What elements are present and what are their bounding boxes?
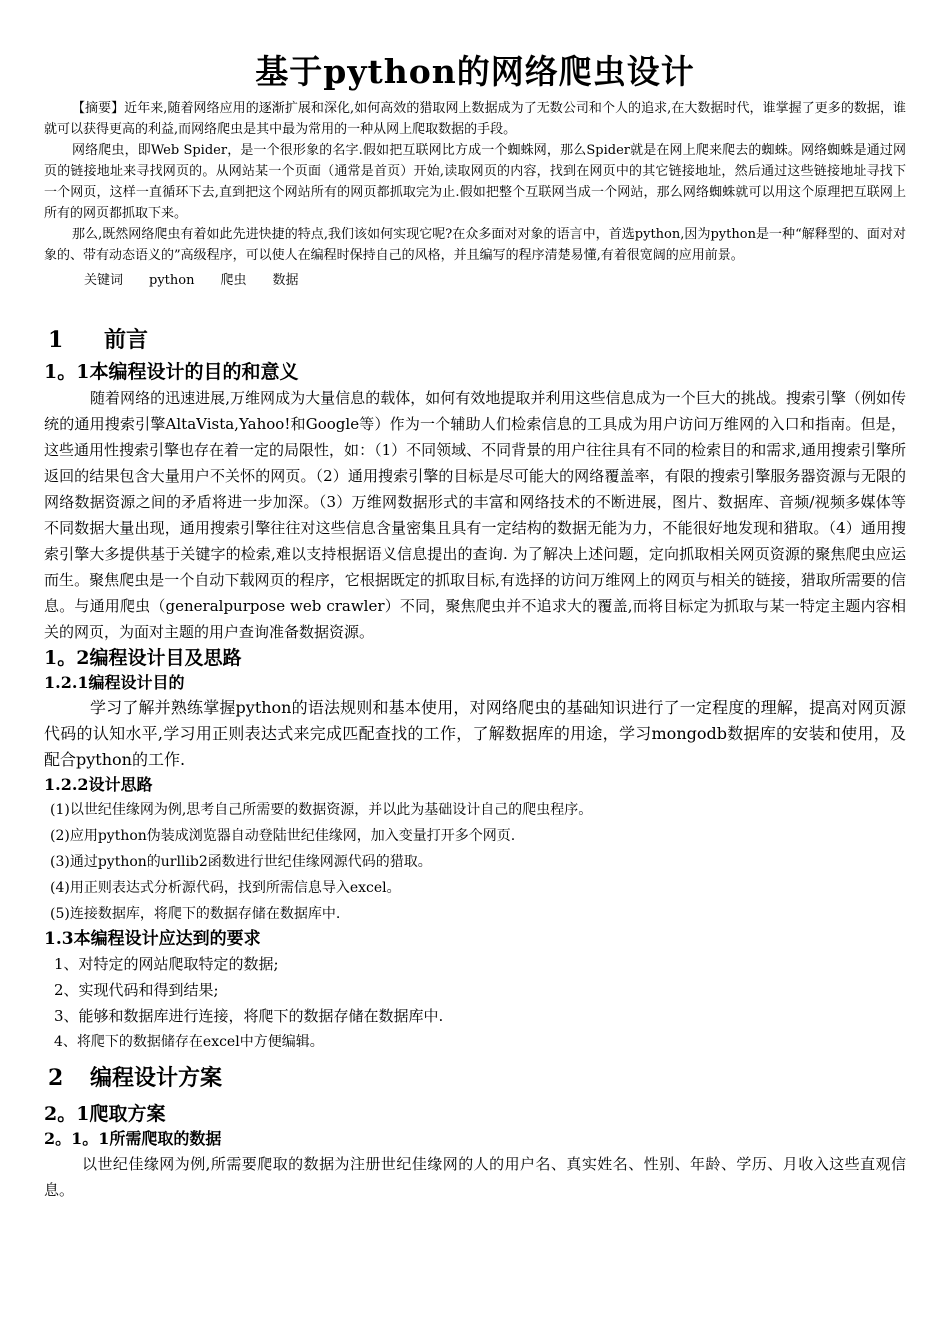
requirement-1: 1、对特定的网站爬取特定的数据; — [54, 955, 279, 973]
section-title: 编程设计方案 — [90, 1065, 223, 1091]
section-title: 前言 — [104, 327, 149, 353]
design-step-3: (3)通过python的urllib2函数进行世纪佳缘网源代码的猎取。 — [50, 854, 432, 870]
abstract-label: 【摘要】 — [72, 101, 125, 116]
design-step-1: (1)以世纪佳缘网为例,思考自己所需要的数据资源，并以此为基础设计自己的爬虫程序。 — [50, 802, 593, 818]
section-number: 1 — [48, 327, 64, 353]
requirement-4: 4、将爬下的数据储存在excel中方便编辑。 — [54, 1034, 324, 1050]
section-1-heading — [44, 325, 906, 355]
paper-title: 基于python的网络爬虫设计 — [255, 52, 695, 91]
subsection-2-1-1-body: 以世纪佳缘网为例,所需要爬取的数据为注册世纪佳缘网的人的用户名、真实姓名、性别、年龄、学历、月收入这些直观信息。 — [44, 1155, 906, 1199]
subsection-2-1-1-heading: 2。1。1所需爬取的数据 — [44, 1129, 222, 1148]
design-step-2: (2)应用python伪装成浏览器自动登陆世纪佳缘网，加入变量打开多个网页. — [50, 828, 516, 844]
subsection-1-2-1-heading: 1.2.1编程设计目的 — [44, 673, 185, 692]
abstract-paragraph-3: 那么,既然网络爬虫有着如此先进快捷的特点,我们该如何实现它呢?在众多面对对象的语言中，首选python,因为python是一种“解释型的、面对对象的、带有动态语义的”高级程序，可以使人在编程时保持自己的风格，并且编写的程序清楚易懂,有着很宽阔的应用前景。 — [44, 227, 906, 263]
subsection-1-1-heading: 1。1本编程设计的目的和意义 — [44, 361, 299, 383]
design-step-5: (5)连接数据库，将爬下的数据存储在数据库中. — [50, 906, 341, 922]
subsection-1-1-body: 随着网络的迅速进展,万维网成为大量信息的载体，如何有效地提取并利用这些信息成为一个巨大的挑战。搜索引擎（例如传统的通用搜索引擎AltaVista,Yahoo!和Google等）作为一个辅助人们检索信息的工具成为用户访问万维网的入口和指南。但是，这些通用性搜索引擎也存在着一定的局限性，如：（1）不同领域、不同背景的用户往往具有不同的检索目的和需求,通用搜索引擎所返回的结果包含大量用户不关怀的网页。（2）通用搜索引擎的目标是尽可能大的网络覆盖率，有限的搜索引擎服务器资源与无限的网络数据资源之间的矛盾将进一步加深。（3）万维网数据形式的丰富和网络技术的不断进展，图片、数据库、音频/视频多媒体等不同数据大量出现，通用搜索引擎往往对这些信息含量密集且具有一定结构的数据无能为力，不能很好地发现和猎取。（4）通用搜索引擎大多提供基于关键字的检索,难以支持根据语义信息提出的查询. 为了解决上述问题，定向抓取相关网页资源的聚焦爬虫应运而生。聚焦爬虫是一个自动下载网页的程序，它根据既定的抓取目标,有选择的访问万维网上的网页与相关的链接，猎取所需要的信息。与通用爬虫（generalpurpose web crawler）不同，聚焦爬虫并不追求大的覆盖,而将目标定为抓取与某一特定主题内容相关的网页，为面对主题的用户查询准备数据资源。 — [44, 389, 906, 641]
subsection-1-2-2-heading: 1.2.2设计思路 — [44, 775, 153, 794]
abstract-paragraph-1 — [44, 98, 906, 140]
requirement-3: 3、能够和数据库进行连接，将爬下的数据存储在数据库中. — [54, 1007, 444, 1025]
section-number: 2 — [48, 1065, 64, 1091]
design-step-4: (4)用正则表达式分析源代码，找到所需信息导入excel。 — [50, 880, 401, 896]
subsection-1-3-heading: 1.3本编程设计应达到的要求 — [44, 929, 261, 949]
subsection-2-1-heading: 2。1爬取方案 — [44, 1103, 166, 1125]
abstract-paragraph-2: 网络爬虫，即Web Spider，是一个很形象的名字.假如把互联网比方成一个蜘蛛网，那么Spider就是在网上爬来爬去的蜘蛛。网络蜘蛛是通过网页的链接地址来寻找网页的。从网站某一个页面（通常是首页）开始,读取网页的内容，找到在网页中的其它链接地址，然后通过这些链接地址寻找下一个网页，这样一直循环下去,直到把这个网站所有的网页都抓取完为止.假如把整个互联网当成一个网站，那么网络蜘蛛就可以用这个原理把互联网上所有的网页都抓取下来。 — [44, 143, 906, 221]
abstract-text-1: 近年来,随着网络应用的逐渐扩展和深化,如何高效的猎取网上数据成为了无数公司和个人的追求,在大数据时代，谁掌握了更多的数据，谁就可以获得更高的利益,而网络爬虫是其中最为常用的一种从网上爬取数据的手段。 — [44, 101, 906, 137]
keyword-item: 爬虫 — [220, 273, 247, 288]
subsection-1-2-1-body: 学习了解并熟练掌握python的语法规则和基本使用，对网络爬虫的基础知识进行了一定程度的理解，提高对网页源代码的认知水平,学习用正则表达式来完成匹配查找的工作，了解数据库的用途，学习mongodb数据库的安装和使用，及配合python的工作. — [44, 698, 906, 769]
requirement-2: 2、实现代码和得到结果; — [54, 981, 219, 999]
keyword-item: 数据 — [272, 273, 299, 288]
subsection-1-2-heading: 1。2编程设计目及思路 — [44, 647, 242, 669]
keywords-label: 关键词 — [84, 273, 124, 288]
keyword-item: python — [149, 273, 195, 288]
keywords-line — [44, 270, 906, 291]
section-2-heading — [44, 1063, 906, 1093]
